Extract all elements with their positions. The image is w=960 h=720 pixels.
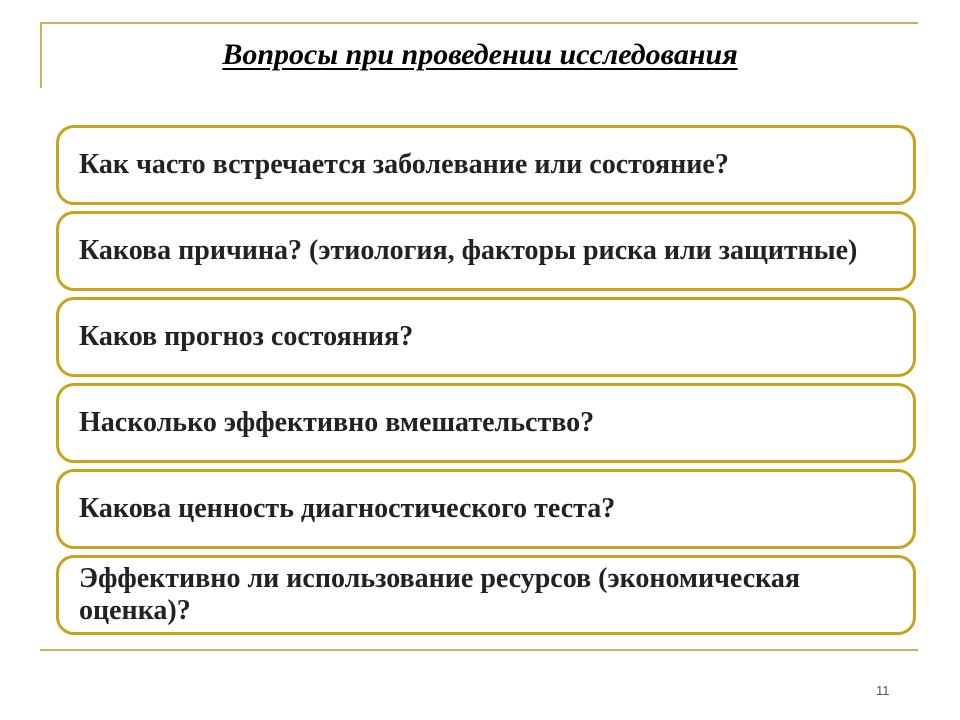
frame-bottom-line — [40, 649, 918, 651]
question-box-prognosis — [56, 297, 916, 377]
slide-title-container — [0, 38, 960, 72]
question-box-cause — [56, 211, 916, 291]
page-number: 11 — [876, 683, 890, 698]
question-text: Какова ценность диагностического теста? — [79, 493, 616, 524]
question-box-economic — [56, 555, 916, 635]
question-text: Как часто встречается заболевание или состояние? — [79, 149, 729, 180]
question-box-diagnostic-test — [56, 469, 916, 549]
question-box-intervention — [56, 383, 916, 463]
question-box-frequency — [56, 125, 916, 205]
frame-top-line — [40, 22, 918, 24]
question-text: Какова причина? (этиология, факторы риска или защитные) — [79, 235, 858, 266]
question-text: Эффективно ли использование ресурсов (экономическая оценка)? — [79, 563, 800, 626]
question-text: Каков прогноз состояния? — [79, 321, 414, 352]
question-text: Насколько эффективно вмешательство? — [79, 407, 595, 438]
slide-title: Вопросы при проведении исследования — [222, 38, 738, 71]
